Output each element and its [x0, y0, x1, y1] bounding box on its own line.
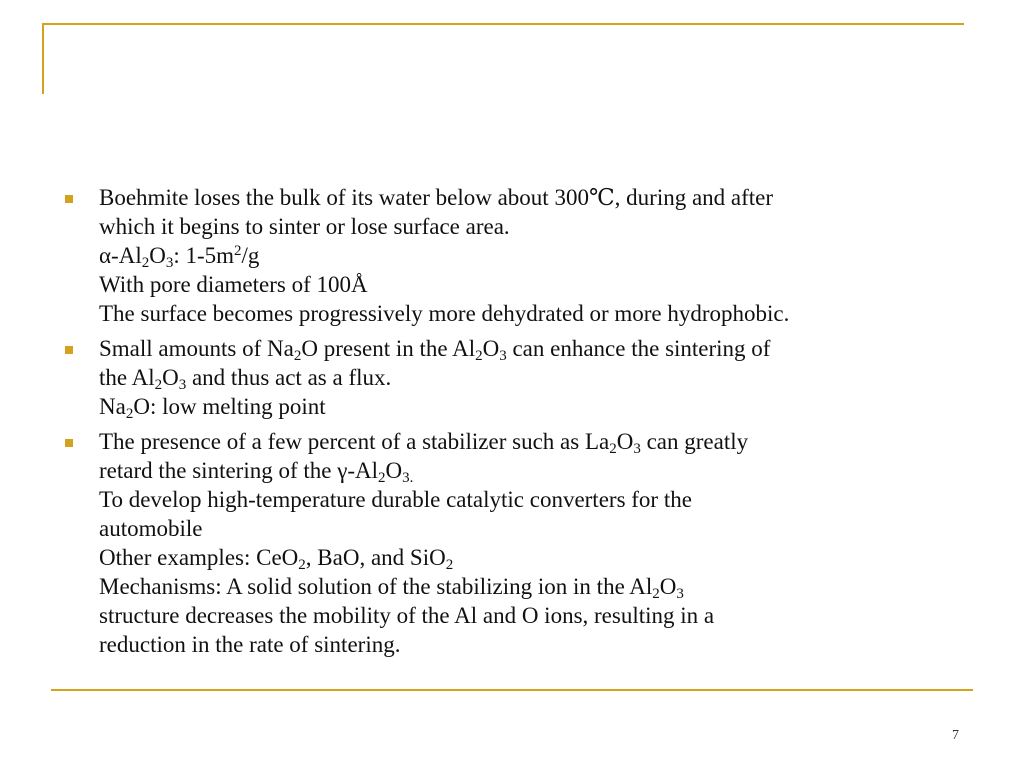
- text-run: Small amounts of Na: [99, 336, 294, 361]
- text-run: To develop high-temperature durable catalytic converters for the: [99, 487, 692, 512]
- text-run: α-Al: [99, 243, 142, 268]
- text-run: , BaO, and SiO: [305, 545, 446, 570]
- bullet-text-line: [99, 299, 962, 328]
- text-run: O: [659, 574, 677, 599]
- text-run: The presence of a few percent of a stabilizer such as La: [99, 429, 610, 454]
- subscript-text: 2: [609, 441, 617, 457]
- bullet-text-line: [99, 543, 962, 572]
- text-run: structure decreases the mobility of the Al and O ions, resulting in a: [99, 603, 715, 628]
- text-run: /g: [241, 243, 260, 268]
- text-run: O present in the Al: [301, 336, 476, 361]
- text-run: automobile: [99, 516, 203, 541]
- subscript-text: 2: [293, 348, 302, 364]
- bullet-text-line: [99, 270, 962, 299]
- subscript-text: 3: [178, 377, 187, 393]
- square-bullet-icon: [65, 346, 73, 354]
- text-run: : 1-5m: [173, 243, 235, 268]
- bullet-text-line: [99, 485, 962, 514]
- text-run: O: [482, 336, 500, 361]
- superscript-text: 2: [234, 243, 242, 259]
- bullet-text-line: [99, 241, 962, 270]
- bullet-text-line: [99, 183, 962, 212]
- square-bullet-icon: [65, 195, 73, 203]
- bullet-item: [62, 334, 962, 421]
- text-run: Other examples: CeO: [99, 545, 299, 570]
- bullet-text-line: [99, 572, 962, 601]
- subscript-text: 2: [298, 557, 306, 573]
- bullet-text-line: [99, 630, 962, 659]
- subscript-text: 2: [154, 377, 163, 393]
- text-run: the Al: [99, 365, 155, 390]
- square-bullet-icon: [65, 439, 73, 447]
- text-run: which it begins to sinter or lose surface area.: [99, 214, 510, 239]
- text-run: Mechanisms: A solid solution of the stabilizing ion in the Al: [99, 574, 653, 599]
- text-run: O: [162, 365, 179, 390]
- subscript-text: 2: [475, 348, 483, 364]
- subscript-text: 3: [499, 348, 507, 364]
- bullet-text-line: [99, 427, 962, 456]
- text-run: O: low melting point: [133, 394, 326, 419]
- bullet-text-line: [99, 601, 962, 630]
- page-number: 7: [952, 728, 959, 743]
- text-run: reduction in the rate of sintering.: [99, 632, 401, 657]
- slide-frame-top-rule: [42, 23, 964, 25]
- subscript-text: 2: [141, 255, 150, 271]
- text-run: Boehmite loses the bulk of its water below about 300℃, during and after: [99, 185, 774, 210]
- subscript-text: 3: [165, 255, 174, 271]
- subscript-text: 2: [445, 557, 454, 573]
- subscript-text: 2: [378, 470, 386, 486]
- slide-footer-rule: [51, 689, 973, 691]
- text-run: With pore diameters of 100Å: [99, 272, 368, 297]
- text-run: retard the sintering of the γ-Al: [99, 458, 379, 483]
- text-run: and thus act as a flux.: [186, 365, 392, 390]
- text-run: O: [149, 243, 166, 268]
- subscript-text: 3: [676, 586, 684, 602]
- text-run: can greatly: [640, 429, 749, 454]
- slide-frame-left-rule: [42, 23, 44, 94]
- text-run: can enhance the sintering of: [506, 336, 771, 361]
- text-run: The surface becomes progressively more dehydrated or more hydrophobic.: [99, 301, 790, 326]
- subscript-text: 2: [652, 586, 660, 602]
- text-run: O: [385, 458, 403, 483]
- subscript-text: 3.: [402, 470, 414, 486]
- slide-bullet-list: [62, 183, 962, 665]
- bullet-text-line: [99, 212, 962, 241]
- bullet-text-line: [99, 514, 962, 543]
- bullet-text-line: [99, 363, 962, 392]
- subscript-text: 3: [633, 441, 641, 457]
- bullet-text-line: [99, 456, 962, 485]
- text-run: O: [616, 429, 634, 454]
- bullet-text-line: [99, 392, 962, 421]
- bullet-item: [62, 183, 962, 328]
- bullet-text-line: [99, 334, 962, 363]
- subscript-text: 2: [125, 406, 134, 422]
- bullet-item: [62, 427, 962, 659]
- text-run: Na: [99, 394, 126, 419]
